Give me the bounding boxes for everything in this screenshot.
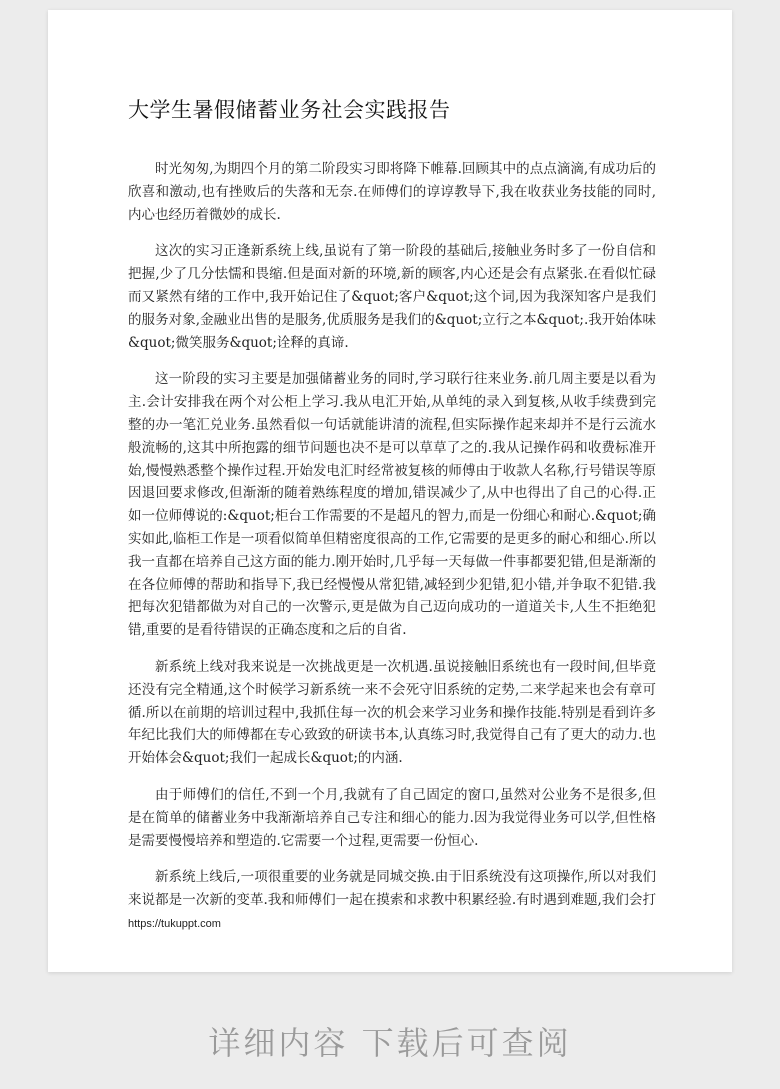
paragraph-1: 时光匆匆,为期四个月的第二阶段实习即将降下帷幕.回顾其中的点点滴滴,有成功后的欣喜和激动,也有挫败后的失落和无奈.在师傅们的谆谆教导下,我在收获业务技能的同时,内心也经历着微妙的成长. (128, 161, 656, 223)
document-page (48, 10, 732, 972)
paragraph-3: 这一阶段的实习主要是加强储蓄业务的同时,学习联行往来业务.前几周主要是以看为主.会计安排我在两个对公柜上学习.我从电汇开始,从单纯的录入到复核,从收手续费到完整的办一笔汇兑业务.虽然看似一句话就能讲清的流程,但实际操作起来却并不是行云流水般流畅的,这其中所抱露的细节问题也决不是可以草草了之的.我从记操作码和收费标准开始,慢慢熟悉整个操作过程.开始发电汇时经常被复核的师傅由于收款人名称,行号错误等原因退回要求修改,但渐渐的随着熟练程度的增加,错误减少了,从中也得出了自己的心得.正如一位师傅说的:&quot;柜台工作需要的不是超凡的智力,而是一份细心和耐心.&quot;确实如此,临柜工作是一项看似简单但精密度很高的工作,它需要的是更多的耐心和细心.所以我一直都在培养自己这方面的能力.刚开始时,几乎每一天每做一件事都要犯错,但是渐渐的在各位师傅的帮助和指导下,我已经慢慢从常犯错,减轻到少犯错,犯小错,并争取不犯错.我把每次犯错都做为对自己的一次警示,更是做为自己迈向成功的一道道关卡,人生不拒绝犯错,重要的是看待错误的正确态度和之后的自省. (128, 371, 656, 639)
paragraph-4: 新系统上线对我来说是一次挑战更是一次机遇.虽说接触旧系统也有一段时间,但毕竟还没有完全精通,这个时候学习新系统一来不会死守旧系统的定势,二来学起来也会有章可循.所以在前期的培训过程中,我抓住每一次的机会来学习业务和操作技能.特别是看到许多年纪比我们大的师傅都在专心致致的研读书本,认真练习时,我觉得自己有了更大的动力.也开始体会&quot;我们一起成长&quot;的内涵. (128, 658, 656, 767)
document-body (128, 158, 656, 910)
footer-url: https://tukuppt.com (128, 918, 221, 930)
paragraph-6: 新系统上线后,一项很重要的业务就是同城交换.由于旧系统没有这项操作,所以对我们来说都是一次新的变革.我和师傅们一起在摸索和求教中积累经验.有时遇到难题,我们会打 (128, 869, 656, 909)
document-title: 大学生暑假储蓄业务社会实践报告 (128, 98, 451, 122)
paragraph-5: 由于师傅们的信任,不到一个月,我就有了自己固定的窗口,虽然对公业务不是很多,但是在简单的储蓄业务中我渐渐培养自己专注和细心的能力.因为我觉得业务可以学,但性格是需要慢慢培养和塑造的.它需要一个过程,更需要一份恒心. (128, 786, 656, 849)
paragraph-2: 这次的实习正逢新系统上线,虽说有了第一阶段的基础后,接触业务时多了一份自信和把握,少了几分怯懦和畏缩.但是面对新的环境,新的顾客,内心还是会有点紧张.在看似忙碌而又紧然有绪的工作中,我开始记住了&quot;客户&quot;这个词,因为我深知客户是我们的服务对象,金融业出售的是服务,优质服务是我们的&quot;立行之本&quot;.我开始体味&quot;微笑服务&quot;诠释的真谛. (128, 243, 656, 351)
download-caption: 详细内容 下载后可查阅 (208, 1024, 572, 1062)
